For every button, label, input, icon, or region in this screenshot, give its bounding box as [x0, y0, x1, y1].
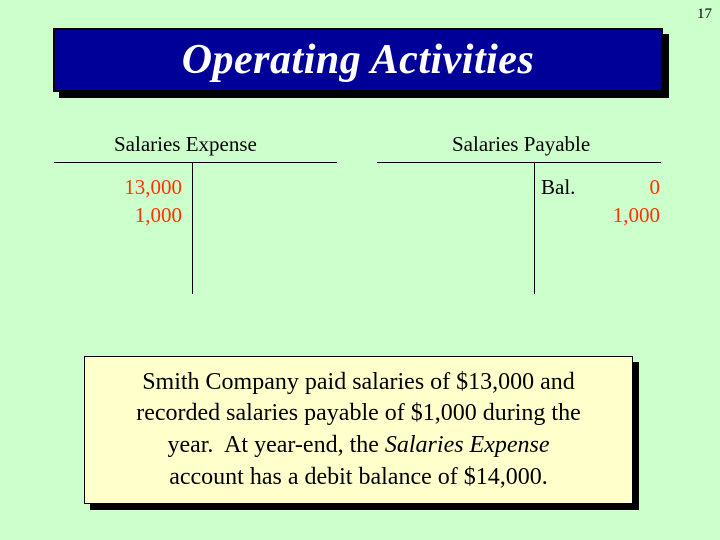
note-line-1: Smith Company paid salaries of $13,000 and: [142, 368, 575, 395]
salaries-expense-divider: [192, 162, 193, 294]
salaries-payable-label: Salaries Payable: [452, 132, 591, 156]
page-title: Operating Activities: [181, 37, 535, 83]
salaries-expense-label: Salaries Expense: [114, 132, 257, 156]
salaries-payable-top-rule: [377, 162, 661, 163]
salaries-expense-top-rule: [54, 162, 337, 163]
note-line-3-text: year. At year-end, the: [167, 432, 385, 458]
note-line-2: recorded salaries payable of $1,000 during the: [136, 400, 581, 427]
salaries-expense-debit-1: 13,000: [124, 175, 182, 199]
salaries-payable-credit-2: 1,000: [612, 203, 660, 227]
salaries-payable-divider: [534, 162, 535, 294]
note-account-name: Salaries Expense: [384, 432, 550, 458]
explanation-note: [84, 356, 633, 504]
salaries-payable-balance-label: Bal.: [541, 175, 576, 199]
title-bar: [53, 28, 663, 92]
note-line-4: account has a debit balance of $14,000.: [169, 463, 548, 490]
note-text: [136, 367, 581, 494]
salaries-payable-credit-1: 0: [649, 175, 660, 199]
slide-number: 17: [697, 6, 712, 22]
salaries-expense-debit-2: 1,000: [134, 203, 182, 227]
